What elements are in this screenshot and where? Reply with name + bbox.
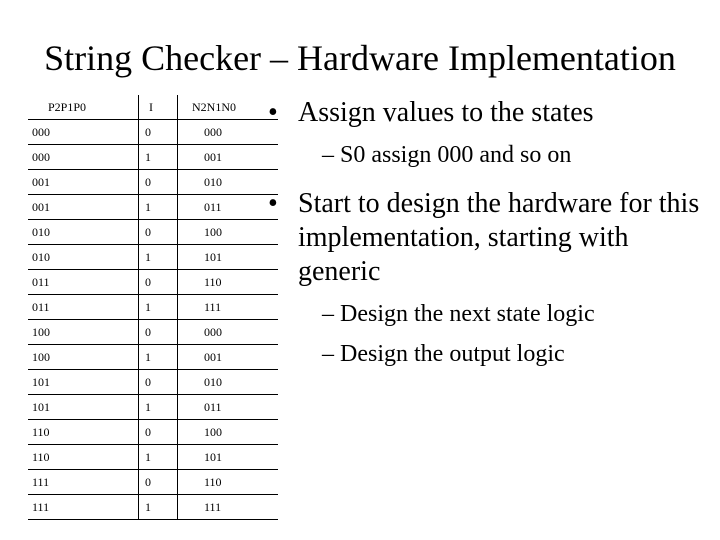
table-row [28, 395, 278, 420]
next-state-cell: 111 [204, 299, 222, 314]
table-header-row [28, 95, 278, 120]
next-state-cell: 001 [204, 149, 222, 164]
table-row [28, 370, 278, 395]
next-state-cell: 101 [204, 249, 222, 264]
header-next-state: N2N1N0 [192, 99, 236, 114]
table-row [28, 145, 278, 170]
input-cell: 0 [139, 420, 178, 445]
next-state-cell: 011 [204, 199, 222, 214]
next-state-cell: 011 [204, 399, 222, 414]
present-state-cell: 011 [32, 299, 50, 314]
input-cell: 0 [139, 220, 178, 245]
table-row [28, 295, 278, 320]
header-present-state: P2P1P0 [48, 99, 87, 114]
next-state-cell: 101 [204, 449, 222, 464]
table-row [28, 195, 278, 220]
slide-title: String Checker – Hardware Implementation [44, 38, 676, 78]
present-state-cell: 111 [32, 474, 50, 489]
table-row [28, 170, 278, 195]
table-row [28, 495, 278, 520]
input-cell: 0 [139, 170, 178, 195]
table-row [28, 445, 278, 470]
bullet-item [268, 187, 708, 289]
next-state-cell: 100 [204, 224, 222, 239]
bullet-text: Start to design the hardware for this implementation, starting with generic [298, 188, 700, 287]
present-state-cell: 000 [32, 124, 50, 139]
present-state-cell: 001 [32, 199, 50, 214]
table-row [28, 420, 278, 445]
input-cell: 1 [139, 295, 178, 320]
next-state-cell: 001 [204, 349, 222, 364]
next-state-cell: 000 [204, 324, 222, 339]
sub-bullet-item: – Design the next state logic [322, 301, 595, 327]
present-state-cell: 101 [32, 399, 50, 414]
table-row [28, 245, 278, 270]
bullet-dot-icon: • [268, 97, 278, 128]
next-state-cell: 100 [204, 424, 222, 439]
present-state-cell: 100 [32, 324, 50, 339]
present-state-cell: 010 [32, 224, 50, 239]
state-transition-table [28, 95, 278, 520]
input-cell: 0 [139, 270, 178, 295]
next-state-cell: 010 [204, 174, 222, 189]
input-cell: 1 [139, 495, 178, 520]
present-state-cell: 001 [32, 174, 50, 189]
input-cell: 0 [139, 470, 178, 495]
present-state-cell: 110 [32, 424, 50, 439]
present-state-cell: 111 [32, 499, 50, 514]
present-state-cell: 011 [32, 274, 50, 289]
bullet-dot-icon: • [268, 188, 278, 219]
table-row [28, 120, 278, 145]
input-cell: 0 [139, 120, 178, 145]
present-state-cell: 010 [32, 249, 50, 264]
table-row [28, 345, 278, 370]
input-cell: 0 [139, 370, 178, 395]
table-row [28, 320, 278, 345]
input-cell: 1 [139, 145, 178, 170]
next-state-cell: 000 [204, 124, 222, 139]
input-cell: 0 [139, 320, 178, 345]
table-row [28, 270, 278, 295]
input-cell: 1 [139, 445, 178, 470]
bullet-item [268, 96, 708, 130]
input-cell: 1 [139, 195, 178, 220]
table-row [28, 470, 278, 495]
present-state-cell: 110 [32, 449, 50, 464]
input-cell: 1 [139, 345, 178, 370]
input-cell: 1 [139, 395, 178, 420]
sub-bullet-item: – S0 assign 000 and so on [322, 142, 572, 168]
present-state-cell: 100 [32, 349, 50, 364]
sub-bullet-item: – Design the output logic [322, 341, 565, 367]
input-cell: 1 [139, 245, 178, 270]
bullet-text: Assign values to the states [298, 97, 594, 128]
header-input: I [139, 95, 178, 120]
present-state-cell: 000 [32, 149, 50, 164]
next-state-cell: 111 [204, 499, 222, 514]
present-state-cell: 101 [32, 374, 50, 389]
next-state-cell: 110 [204, 474, 222, 489]
bullet-list [268, 96, 708, 369]
next-state-cell: 110 [204, 274, 222, 289]
next-state-cell: 010 [204, 374, 222, 389]
table-row [28, 220, 278, 245]
